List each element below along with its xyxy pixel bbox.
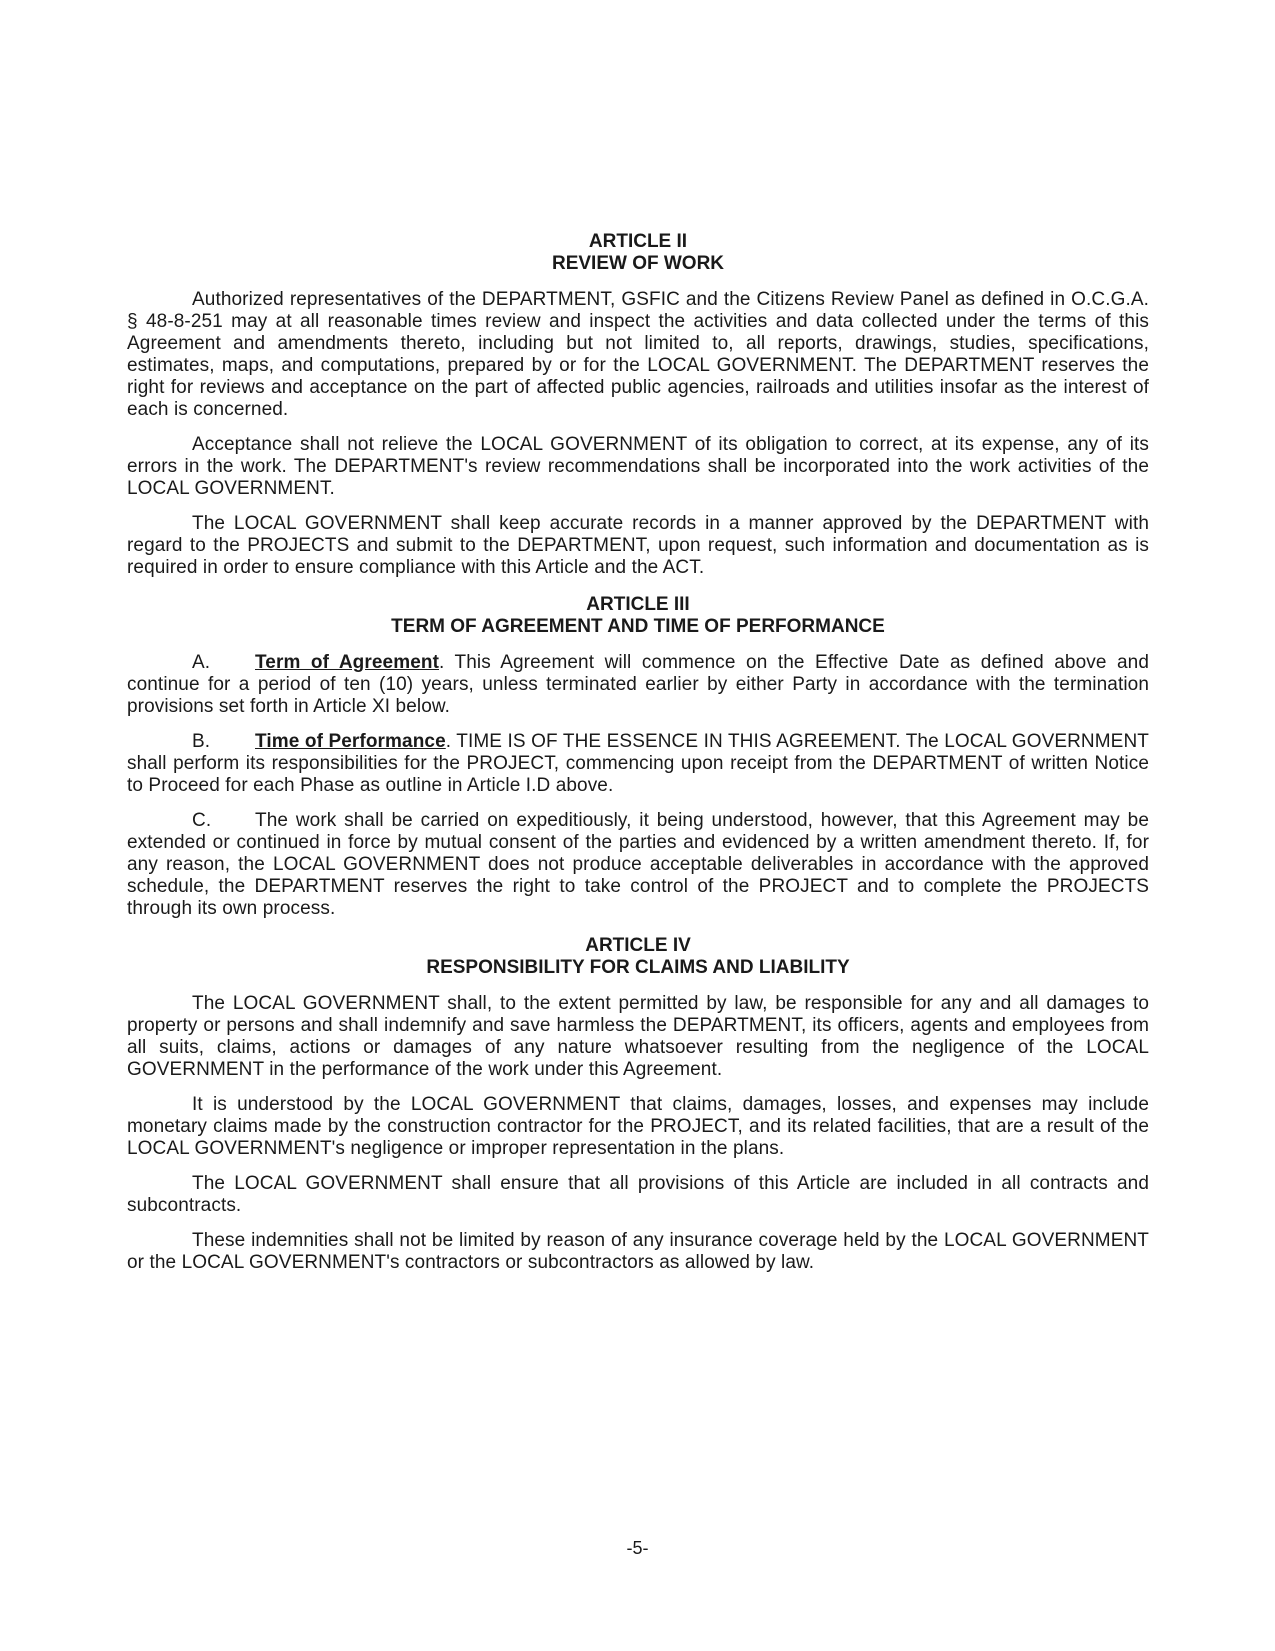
article-iii-section: [127, 594, 1149, 920]
article-iii-number: ARTICLE III: [586, 594, 690, 615]
article-iv-number: ARTICLE IV: [585, 935, 691, 956]
article-iv-heading: [127, 935, 1149, 979]
clause-a: [127, 652, 1149, 718]
clause-a-lead: Term of Agreement: [255, 652, 439, 673]
article-iv-paragraph-2: It is understood by the LOCAL GOVERNMENT that claims, damages, losses, and expenses may include monetary claims made by the construction contractor for the PROJECT, and its related facilities, that are a result of the LOCAL GOVERNMENT's negligence or improper representation in the plans.: [127, 1094, 1149, 1159]
article-iii-heading: [127, 594, 1149, 638]
article-ii-paragraph-3: The LOCAL GOVERNMENT shall keep accurate records in a manner approved by the DEPARTMENT with regard to the PROJECTS and submit to the DEPARTMENT, upon request, such information and documentation as is required in order to ensure compliance with this Article and the ACT.: [127, 513, 1149, 578]
article-ii-paragraph-2: Acceptance shall not relieve the LOCAL GOVERNMENT of its obligation to correct, at its expense, any of its errors in the work. The DEPARTMENT's review recommendations shall be incorporated into the work activities of the LOCAL GOVERNMENT.: [127, 434, 1149, 499]
clause-c-label: C.: [192, 810, 212, 831]
article-iv-title: RESPONSIBILITY FOR CLAIMS AND LIABILITY: [426, 957, 850, 978]
clause-a-text: . This Agreement will commence on the Effective Date as defined above and continue for a period of ten (10) years, unless terminated earlier by either Party in accordance with the termination provisions set forth in Article XI below.: [127, 652, 1149, 717]
article-ii-title: REVIEW OF WORK: [551, 253, 725, 274]
article-ii-number: ARTICLE II: [588, 231, 688, 252]
clause-c-text: The work shall be carried on expeditiously, it being understood, however, that this Agreement may be extended or continued in force by mutual consent of the parties and evidenced by a written amendment thereto. If, for any reason, the LOCAL GOVERNMENT does not produce acceptable deliverables in accordance with the approved schedule, the DEPARTMENT reserves the right to take control of the PROJECT and to complete the PROJECTS through its own process.: [127, 810, 1149, 919]
article-ii-paragraph-1: Authorized representatives of the DEPARTMENT, GSFIC and the Citizens Review Panel as defined in O.C.G.A. § 48-8-251 may at all reasonable times review and inspect the activities and data collected under the terms of this Agreement and amendments thereto, including but not limited to, all reports, drawings, studies, specifications, estimates, maps, and computations, prepared by or for the LOCAL GOVERNMENT. The DEPARTMENT reserves the right for reviews and acceptance on the part of affected public agencies, railroads and utilities insofar as the interest of each is concerned.: [127, 289, 1149, 420]
clause-b-label: B.: [192, 731, 211, 752]
article-iv-paragraph-1: The LOCAL GOVERNMENT shall, to the extent permitted by law, be responsible for any and all damages to property or persons and shall indemnify and save harmless the DEPARTMENT, its officers, agents and employees from all suits, claims, actions or damages of any nature whatsoever resulting from the negligence of the LOCAL GOVERNMENT in the performance of the work under this Agreement.: [127, 993, 1149, 1080]
clause-b-lead: Time of Performance: [255, 731, 446, 752]
clause-c: [127, 810, 1149, 920]
article-iv-section: [127, 935, 1149, 1274]
article-iv-paragraph-4: These indemnities shall not be limited by reason of any insurance coverage held by the LOCAL GOVERNMENT or the LOCAL GOVERNMENT's contractors or subcontractors as allowed by law.: [127, 1230, 1149, 1273]
article-ii-section: [127, 231, 1149, 579]
article-iv-paragraph-3: The LOCAL GOVERNMENT shall ensure that all provisions of this Article are included in all contracts and subcontracts.: [127, 1173, 1149, 1216]
article-iii-title: TERM OF AGREEMENT AND TIME OF PERFORMANCE: [391, 616, 885, 637]
article-ii-heading: [127, 231, 1149, 275]
clause-b-text: . TIME IS OF THE ESSENCE IN THIS AGREEMENT. The LOCAL GOVERNMENT shall perform its responsibilities for the PROJECT, commencing upon receipt from the DEPARTMENT of written Notice to Proceed for each Phase as outline in Article I.D above.: [127, 731, 1149, 796]
clause-a-label: A.: [192, 652, 211, 673]
clause-b: [127, 731, 1149, 797]
page-number: -5-: [626, 1538, 649, 1558]
